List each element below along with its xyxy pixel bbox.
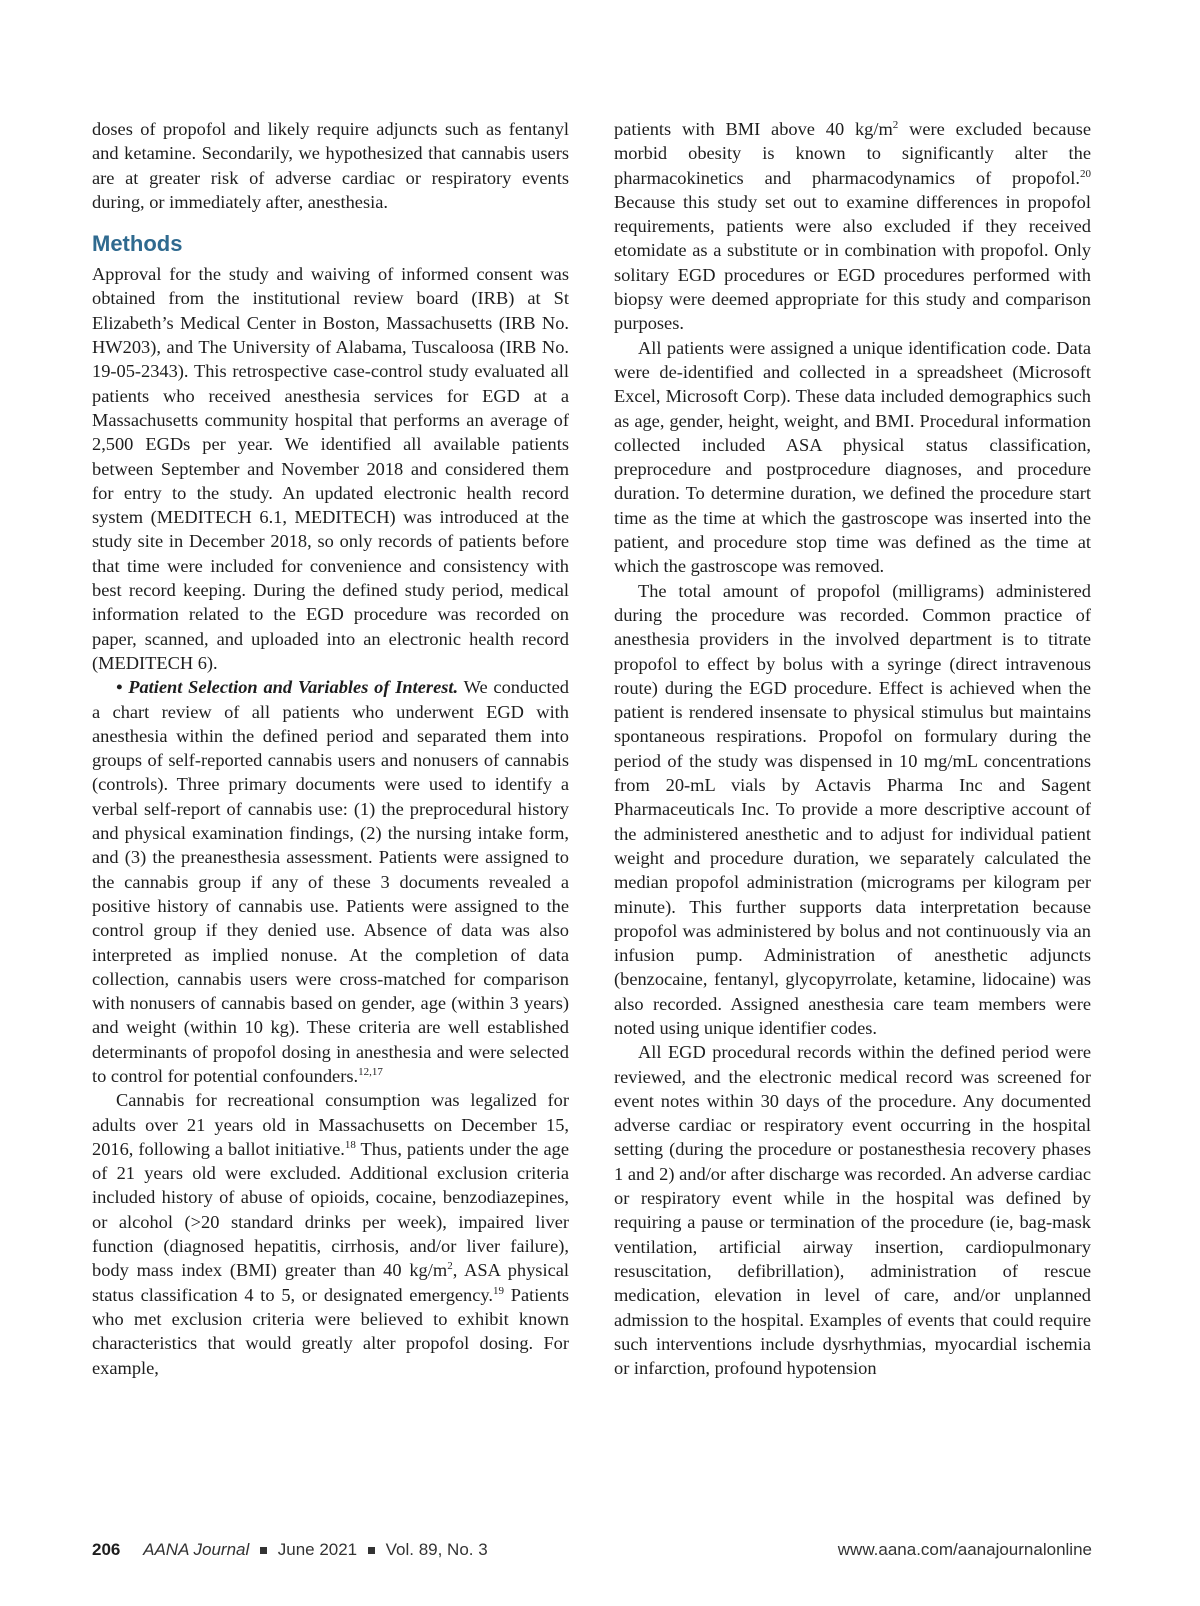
- left-column: [92, 117, 569, 1380]
- methods-paragraph: Approval for the study and waiving of informed consent was obtained from the institutional review board (IRB) at St Elizabeth’s Medical Center in Boston, Massachusetts (IRB No. HW203), and The University of Alabama, Tuscaloosa (IRB No. 19-05-2343). This retrospective case-control study evaluated all patients who received anesthesia services for EGD at a Massachusetts community hospital that performs an average of 2,500 EGDs per year. We identified all available patients between September and November 2018 and considered them for entry to the study. An updated electronic health record system (MEDITECH 6.1, MEDITECH) was introduced at the study site in December 2018, so only records of patients before that time were included for convenience and consistency with best record keeping. During the defined study period, medical information related to the EGD procedure was recorded on paper, scanned, and uploaded into an electronic health record (MEDITECH 6).: [92, 264, 569, 673]
- reference-12-17: 12,17: [358, 1065, 383, 1078]
- reference-20: 20: [1080, 167, 1091, 180]
- identification-paragraph: All patients were assigned a unique identification code. Data were de-identified and collected in a spreadsheet (Microsoft Excel, Microsoft Corp). These data included demographics such as age, gender, height, weight, and BMI. Procedural information collected included ASA physical status classification, preprocedure and postprocedure diagnoses, and procedure duration. To determine duration, we defined the procedure start time as the time at which the gastroscope was inserted into the patient, and procedure stop time was defined as the time at which the gastroscope was removed.: [614, 337, 1091, 577]
- cannabis-text-c: , ASA physical status classification 4 to 5, or designated emergency.: [92, 1260, 570, 1305]
- selection-text: We conducted a chart review of all patients who underwent EGD with anesthesia within the defined period and separated them into groups of self-reported cannabis users and nonusers of cannabis (controls). Three primary documents were used to identify a verbal self-report of cannabis use: (1) the preprocedural history and physical examination findings, (2) the nursing intake form, and (3) the preanesthesia assessment. Patients were assigned to the cannabis group if any of these 3 documents revealed a positive history of cannabis use. Patients were assigned to the control group if they denied use. Absence of data was also interpreted as implied nonuse. At the completion of data collection, cannabis users were cross-matched for comparison with nonusers of cannabis based on gender, age (within 3 years) and weight (within 10 kg). These criteria are well established determinants of propofol dosing in anesthesia and were selected to control for potential confounders.: [92, 677, 570, 1086]
- reference-19: 19: [493, 1284, 505, 1297]
- bmi-text-c: Because this study set out to examine differences in propofol requirements, patients were also excluded if they received etomidate as a substitute or in combination with propofol. Only solitary EGD procedures or EGD procedures performed with biopsy were deemed appropriate for this study and comparison purposes.: [614, 191, 1091, 334]
- separator-square-icon: [368, 1547, 375, 1554]
- cannabis-legal-paragraph: [92, 1088, 569, 1380]
- bmi-text-b: were excluded because morbid obesity is known to significantly alter the pharmacokinetics and pharmacodynamics of propofol.: [614, 119, 1091, 188]
- page-footer: [92, 1540, 1092, 1560]
- methods-heading: Methods: [92, 231, 183, 257]
- patient-selection-paragraph: [92, 675, 569, 1088]
- cannabis-text-b: Thus, patients under the age of 21 years old were excluded. Additional exclusion criteria included history of abuse of opioids, cocaine, benzodiazepines, or alcohol (>20 standard drinks per week), impaired liver function (diagnosed hepatitis, cirrhosis, and/or liver failure), body mass index (BMI) greater than 40 kg/m: [92, 1138, 569, 1281]
- intro-paragraph: doses of propofol and likely require adjuncts such as fentanyl and ketamine. Secondarily, we hypothesized that cannabis users are at greater risk of adverse cardiac or respiratory events during, or immediately after, anesthesia.: [92, 119, 569, 212]
- run-in-heading: • Patient Selection and Variables of Interest.: [116, 677, 459, 698]
- superscript-2: 2: [892, 118, 899, 131]
- cannabis-text-d: Patients who met exclusion criteria were believed to exhibit known characteristics that would greatly alter propofol dosing. For example,: [92, 1284, 569, 1378]
- journal-name: AANA Journal: [143, 1540, 250, 1559]
- superscript-2: 2: [447, 1260, 453, 1273]
- volume-issue: Vol. 89, No. 3: [385, 1540, 488, 1559]
- right-column: [614, 117, 1091, 1380]
- reference-18: 18: [344, 1138, 356, 1151]
- bmi-paragraph: [614, 117, 1091, 336]
- events-paragraph: All EGD procedural records within the defined period were reviewed, and the electronic medical record was screened for event notes within 30 days of the procedure. Any documented adverse cardiac or respiratory event occurring in the hospital setting (during the procedure or postanesthesia recovery phases 1 and 2) and/or after discharge was recorded. An adverse cardiac or respiratory event while in the hospital was defined by requiring a pause or termination of the procedure (ie, bag-mask ventilation, artificial airway insertion, cardiopulmonary resuscitation, defibrillation), administration of rescue medication, elevation in level of care, and/or unplanned admission to the hospital. Examples of events that could require such interventions include dysrhythmias, myocardial ischemia or infarction, profound hypotension: [614, 1042, 1091, 1379]
- page-number: 206: [92, 1540, 121, 1559]
- bmi-text-a: patients with BMI above 40 kg/m: [614, 119, 893, 139]
- journal-url[interactable]: www.aana.com/aanajournalonline: [837, 1540, 1092, 1559]
- propofol-paragraph: The total amount of propofol (milligrams) administered during the procedure was recorded. Common practice of anesthesia providers in the involved department is to titrate propofol to effect by bolus with a syringe (direct intravenous route) during the EGD procedure. Effect is achieved when the patient is rendered insensate to physical stimulus but maintains spontaneous respirations. Propofol on formulary during the period of the study was dispensed in 10 mg/mL concentrations from 20-mL vials by Actavis Pharma Inc and Sagent Pharmaceuticals Inc. To provide a more descriptive account of the administered anesthetic and to adjust for individual patient weight and procedure duration, we separately calculated the median propofol administration (micrograms per kilogram per minute). This further supports data interpretation because propofol was administered by bolus and not continuously via an infusion pump. Administration of anesthetic adjuncts (benzocaine, fentanyl, glycopyrrolate, ketamine, lidocaine) was also recorded. Assigned anesthesia care team members were noted using unique identifier codes.: [614, 580, 1091, 1038]
- separator-square-icon: [260, 1547, 267, 1554]
- issue-date: June 2021: [277, 1540, 358, 1559]
- cannabis-text-a: Cannabis for recreational consumption was legalized for adults over 21 years old in Massachusetts on December 15, 2016, following a ballot initiative.: [92, 1090, 569, 1159]
